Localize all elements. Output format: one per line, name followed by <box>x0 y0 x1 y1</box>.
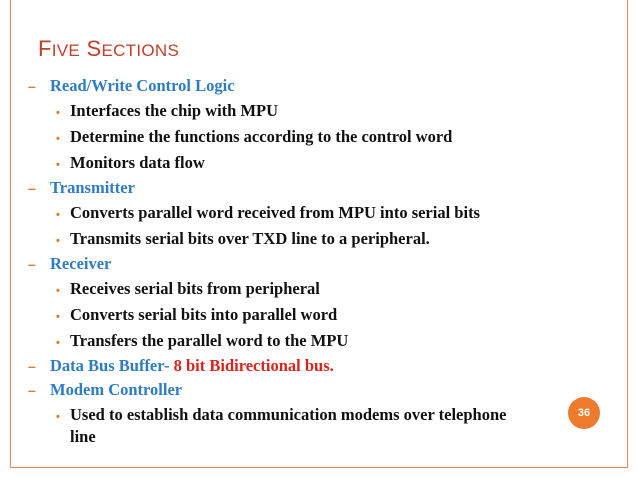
list-item-text: Converts serial bits into parallel word <box>70 305 338 324</box>
list-item <box>56 278 588 302</box>
bullet-icon: • <box>56 285 60 297</box>
list-item-text: Transfers the parallel word to the MPU <box>70 331 349 350</box>
title-rest-1: IVE <box>51 41 81 60</box>
dash-marker: – <box>28 358 36 374</box>
list-item <box>56 404 536 448</box>
list-item-text: Receives serial bits from peripheral <box>70 279 320 298</box>
section-heading-rw <box>28 76 588 100</box>
title-initial-1: F <box>38 36 52 61</box>
list-item <box>56 202 588 226</box>
list-item <box>56 100 588 124</box>
bullet-icon: • <box>56 209 60 221</box>
list-item <box>56 330 588 354</box>
section-heading-transmitter <box>28 178 588 202</box>
dash-marker: – <box>28 256 36 272</box>
list-item-text: Transmits serial bits over TXD line to a peripheral. <box>70 229 430 248</box>
section-heading-highlight: 8 bit Bidirectional bus. <box>169 356 334 375</box>
bullet-icon: • <box>56 311 60 323</box>
list-item <box>56 126 588 150</box>
list-item-text: Converts parallel word received from MPU into serial bits <box>70 203 480 222</box>
list-item-text: Monitors data flow <box>70 153 205 172</box>
section-heading-data-bus <box>28 356 588 380</box>
bullet-icon: • <box>56 133 60 145</box>
list-item-text: Used to establish data communication modems over telephone line <box>69 405 507 446</box>
section-heading-modem <box>28 380 588 404</box>
page-number-badge: 36 <box>568 397 600 429</box>
section-heading-text: Transmitter <box>50 178 135 197</box>
list-item-text: Interfaces the chip with MPU <box>70 101 279 120</box>
bullet-icon: • <box>56 235 60 247</box>
section-heading-text: Read/Write Control Logic <box>50 76 235 95</box>
frame-bottom <box>10 467 628 468</box>
frame-left <box>10 0 11 468</box>
frame-right <box>627 0 628 468</box>
bullet-icon: • <box>56 159 60 171</box>
bullet-icon: • <box>56 411 60 423</box>
section-heading-text: Receiver <box>50 254 112 273</box>
section-heading-text: Modem Controller <box>50 380 183 399</box>
list-item-text: Determine the functions according to the control word <box>70 127 453 146</box>
title-initial-2: S <box>86 36 102 61</box>
bullet-icon: • <box>56 337 60 349</box>
list-item <box>56 228 588 252</box>
section-heading-text: Data Bus Buffer- <box>50 356 170 375</box>
dash-marker: – <box>28 180 36 196</box>
title-rest-2: ECTIONS <box>101 41 180 60</box>
bullet-icon: • <box>56 107 60 119</box>
dash-marker: – <box>28 78 36 94</box>
dash-marker: – <box>28 382 36 398</box>
slide-title <box>38 36 179 62</box>
section-heading-receiver <box>28 254 588 278</box>
section-list <box>28 76 588 450</box>
list-item <box>56 152 588 176</box>
list-item <box>56 304 588 328</box>
